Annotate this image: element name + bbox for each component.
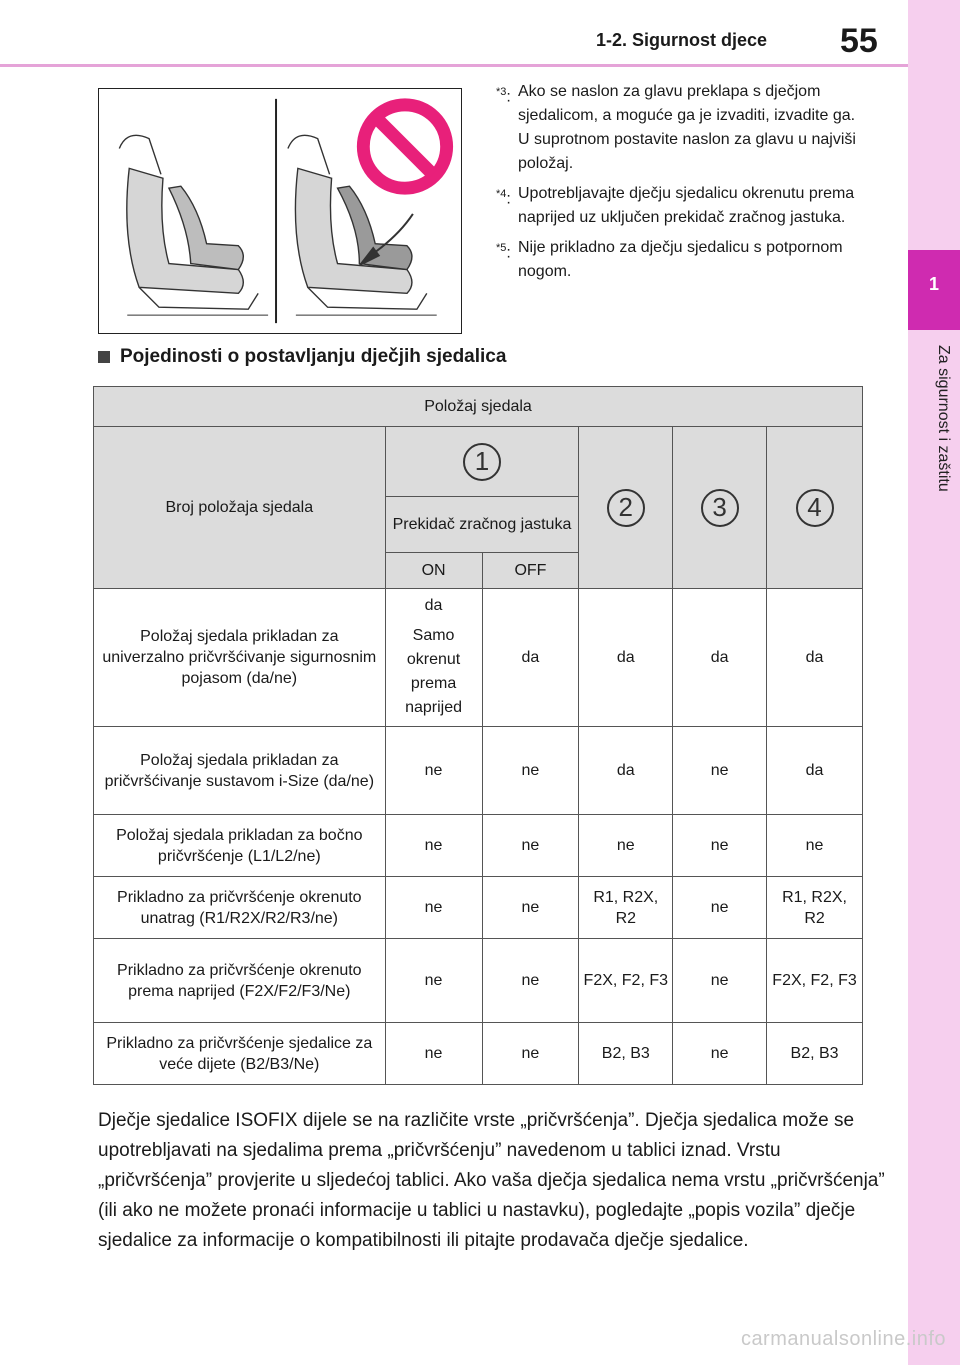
footnote-text: Nije prikladno za dječju sjedalicu s potpornom nogom. [518, 239, 843, 280]
table-cell: ne [482, 727, 579, 815]
seat-position-table [93, 386, 863, 1085]
airbag-switch-label: Prekidač zračnog jastuka [385, 497, 579, 553]
seat-3-number-icon: 3 [701, 489, 739, 527]
footnote-text: Ako se naslon za glavu preklapa s dječjom sjedalicom, a moguće ga je izvaditi, izvadite ga. U suprotnom postavite naslon za glavu u najviši položaj. [518, 83, 856, 172]
table-cell: B2, B3 [579, 1023, 673, 1085]
airbag-on-label: ON [385, 553, 482, 589]
seat-4-header [767, 427, 863, 589]
child-seat-illustration [98, 88, 462, 334]
table-cell: ne [385, 727, 482, 815]
row-label: Prikladno za pričvršćenje okrenuto unatrag (R1/R2X/R2/R3/ne) [94, 877, 386, 939]
page-number: 55 [840, 22, 878, 60]
row-label: Prikladno za pričvršćenje sjedalice za veće dijete (B2/B3/Ne) [94, 1023, 386, 1085]
section-heading-text: Pojedinosti o postavljanju dječjih sjedalica [120, 346, 507, 367]
table-cell: B2, B3 [767, 1023, 863, 1085]
table-cell: da [579, 589, 673, 727]
row-label: Prikladno za pričvršćenje okrenuto prema naprijed (F2X/F2/F3/Ne) [94, 939, 386, 1023]
body-paragraph: Dječje sjedalice ISOFIX dijele se na različite vrste „pričvršćenja”. Dječja sjedalica može se upotrebljavati na sjedalima prema „pričvršćenju” navedenom u tablici iznad. Vrstu „pričvršćenja” provjerite u sljedećoj tablici. Ako vaša dječja sjedalica nema vrstu „pričvršćenja” (ili ako ne možete pronaći informacije u tablici u nastavku), pogledajte „popis vozila” dječje sjedalice za informacije o kompatibilnosti ili pitajte prodavača dječje sjedalice. [98, 1110, 885, 1251]
section-heading [98, 346, 506, 368]
footnote-mark: $^{*4}$: [496, 188, 511, 208]
square-bullet-icon [98, 351, 110, 363]
table-cell: da [579, 727, 673, 815]
table-cell: da [767, 589, 863, 727]
table-cell: ne [673, 1023, 767, 1085]
seat-4-number-icon: 4 [796, 489, 834, 527]
chapter-number: 1 [928, 274, 939, 294]
cell-note: Samo okrenut prema naprijed [405, 627, 463, 716]
watermark: carmanualsonline.info [740, 1328, 946, 1350]
table-cell: da [767, 727, 863, 815]
row-label: Položaj sjedala prikladan za bočno pričvršćenje (L1/L2/ne) [94, 815, 386, 877]
footnote-mark: $^{*5}$: [496, 242, 511, 262]
prohibition-icon [363, 105, 446, 188]
table-cell: ne [673, 815, 767, 877]
footnote-mark: $^{*3}$: [496, 86, 511, 106]
table-cell: ne [385, 815, 482, 877]
seat-number-label: Broj položaja sjedala [94, 427, 386, 589]
table-cell: ne [385, 1023, 482, 1085]
table-cell: ne [673, 939, 767, 1023]
running-header-title: 1-2. Sigurnost djece [596, 30, 768, 50]
footnote [496, 236, 866, 284]
table-cell: ne [482, 815, 579, 877]
child-seat-drawing [99, 89, 461, 333]
side-bar [908, 0, 960, 1365]
seat-2-number-icon: 2 [607, 489, 645, 527]
footnotes [496, 80, 866, 290]
table-cell: F2X, F2, F3 [767, 939, 863, 1023]
seat-3-header [673, 427, 767, 589]
table-cell: R1, R2X, R2 [767, 877, 863, 939]
seat-2-header [579, 427, 673, 589]
table-cell: da [673, 589, 767, 727]
table-cell [385, 589, 482, 727]
table-cell: ne [767, 815, 863, 877]
table-cell: F2X, F2, F3 [579, 939, 673, 1023]
seat-1-header [385, 427, 579, 497]
footnote [496, 80, 866, 176]
header-rule [0, 64, 908, 67]
table-cell: ne [673, 727, 767, 815]
row-label: Položaj sjedala prikladan za univerzalno pričvršćivanje sigurnosnim pojasom (da/ne) [94, 589, 386, 727]
chapter-label: Za sigurnost i zaštitu [935, 345, 952, 492]
seat-1-number-icon: 1 [463, 443, 501, 481]
airbag-off-label: OFF [482, 553, 579, 589]
footnote [496, 182, 866, 230]
table-cell: ne [482, 939, 579, 1023]
table-cell: ne [482, 1023, 579, 1085]
child-seat-correct-icon [119, 135, 268, 315]
table-cell: ne [385, 877, 482, 939]
table-cell: ne [579, 815, 673, 877]
table-cell: da [482, 589, 579, 727]
table-cell: ne [385, 939, 482, 1023]
table-cell: ne [482, 877, 579, 939]
table-cell: ne [673, 877, 767, 939]
footnote-text: Upotrebljavajte dječju sjedalicu okrenutu prema naprijed uz uključen prekidač zračnog jastuka. [518, 185, 855, 226]
table-header-title: Položaj sjedala [94, 387, 863, 427]
cell-value: da [424, 597, 443, 614]
row-label: Položaj sjedala prikladan za pričvršćivanje sustavom i-Size (da/ne) [94, 727, 386, 815]
table-cell: R1, R2X, R2 [579, 877, 673, 939]
